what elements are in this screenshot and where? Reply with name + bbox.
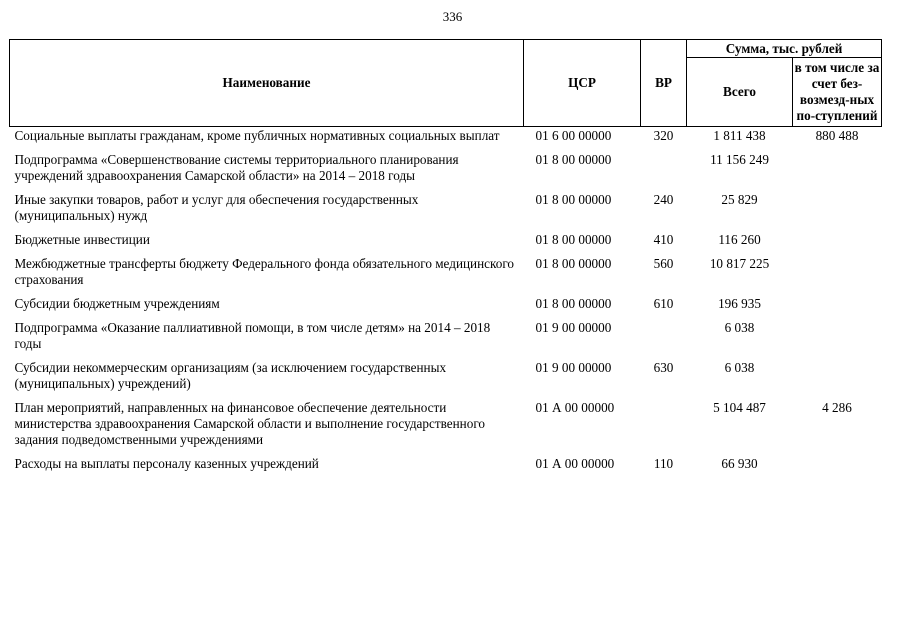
cell-own: [793, 232, 882, 256]
table-row: [10, 400, 882, 456]
cell-vr: 240: [653, 192, 674, 207]
cell-vr: 320: [653, 128, 674, 143]
cell-csr: 01 8 00 00000: [535, 152, 612, 167]
cell-name: Межбюджетные трансферты бюджету Федерального фонда обязательного медицинского страхования: [14, 256, 515, 287]
cell-vr: [641, 400, 687, 456]
table-row: [10, 192, 882, 232]
page-number: 336: [442, 9, 463, 24]
cell-own: 880 488: [815, 128, 859, 143]
header-own-funds: в том числе за счет без-возмезд-ных по-ступлений: [793, 58, 882, 127]
cell-name: План мероприятий, направленных на финансовое обеспечение деятельности министерства здравоохранения Самарской области и выполнение государственного задания подведомственными учреждениями: [14, 400, 485, 447]
cell-total: 66 930: [721, 456, 758, 471]
cell-csr: 01 8 00 00000: [535, 232, 612, 247]
cell-csr: 01 6 00 00000: [535, 128, 612, 143]
cell-total: 116 260: [718, 232, 761, 247]
table-row: [10, 456, 882, 480]
cell-name: Подпрограмма «Совершенствование системы территориального планирования учреждений здравоохранения Самарской области» на 2014 – 2018 годы: [14, 152, 459, 183]
cell-total: 11 156 249: [710, 152, 769, 167]
cell-name: Субсидии бюджетным учреждениям: [14, 296, 220, 311]
cell-total: 5 104 487: [713, 400, 766, 415]
header-name: Наименование: [10, 40, 524, 127]
cell-csr: 01 А 00 00000: [535, 456, 615, 471]
cell-vr: [641, 152, 687, 192]
table-row: [10, 320, 882, 360]
cell-vr: 560: [653, 256, 674, 271]
cell-name: Иные закупки товаров, работ и услуг для обеспечения государственных (муниципальных) нужд: [14, 192, 419, 223]
table-header: [10, 40, 882, 127]
table-row: [10, 232, 882, 256]
cell-own: [793, 192, 882, 232]
header-total: Всего: [687, 58, 793, 127]
cell-vr: 110: [653, 456, 674, 471]
cell-own: [793, 360, 882, 400]
cell-name: Расходы на выплаты персоналу казенных учреждений: [14, 456, 319, 471]
cell-own: [793, 296, 882, 320]
cell-total: 25 829: [721, 192, 758, 207]
cell-own: 4 286: [822, 400, 852, 415]
cell-total: 196 935: [718, 296, 761, 311]
header-sum-group: Сумма, тыс. рублей: [687, 40, 882, 58]
cell-total: 10 817 225: [709, 256, 770, 271]
table-row: [10, 360, 882, 400]
cell-csr: 01 8 00 00000: [535, 192, 612, 207]
cell-total: 1 811 438: [713, 128, 766, 143]
header-vr: ВР: [641, 40, 687, 127]
cell-vr: 410: [653, 232, 674, 247]
table-body: [10, 127, 882, 481]
cell-total: 6 038: [724, 360, 755, 375]
budget-table: [9, 39, 882, 480]
cell-name: Социальные выплаты гражданам, кроме публичных нормативных социальных выплат: [14, 128, 500, 143]
cell-name: Субсидии некоммерческим организациям (за исключением государственных (муниципальных) учреждений): [14, 360, 447, 391]
table-row: [10, 256, 882, 296]
table-row: [10, 152, 882, 192]
cell-vr: [641, 320, 687, 360]
cell-own: [793, 152, 882, 192]
cell-own: [793, 320, 882, 360]
cell-csr: 01 9 00 00000: [535, 360, 612, 375]
cell-vr: 610: [653, 296, 674, 311]
header-csr: ЦСР: [524, 40, 641, 127]
cell-own: [793, 456, 882, 480]
cell-own: [793, 256, 882, 296]
table-row: [10, 127, 882, 153]
cell-vr: 630: [653, 360, 674, 375]
cell-name: Бюджетные инвестиции: [14, 232, 150, 247]
cell-csr: 01 8 00 00000: [535, 256, 612, 271]
cell-csr: 01 8 00 00000: [535, 296, 612, 311]
cell-csr: 01 9 00 00000: [535, 320, 612, 335]
cell-total: 6 038: [724, 320, 755, 335]
table-row: [10, 296, 882, 320]
cell-csr: 01 А 00 00000: [535, 400, 615, 415]
cell-name: Подпрограмма «Оказание паллиативной помощи, в том числе детям» на 2014 – 2018 годы: [14, 320, 491, 351]
